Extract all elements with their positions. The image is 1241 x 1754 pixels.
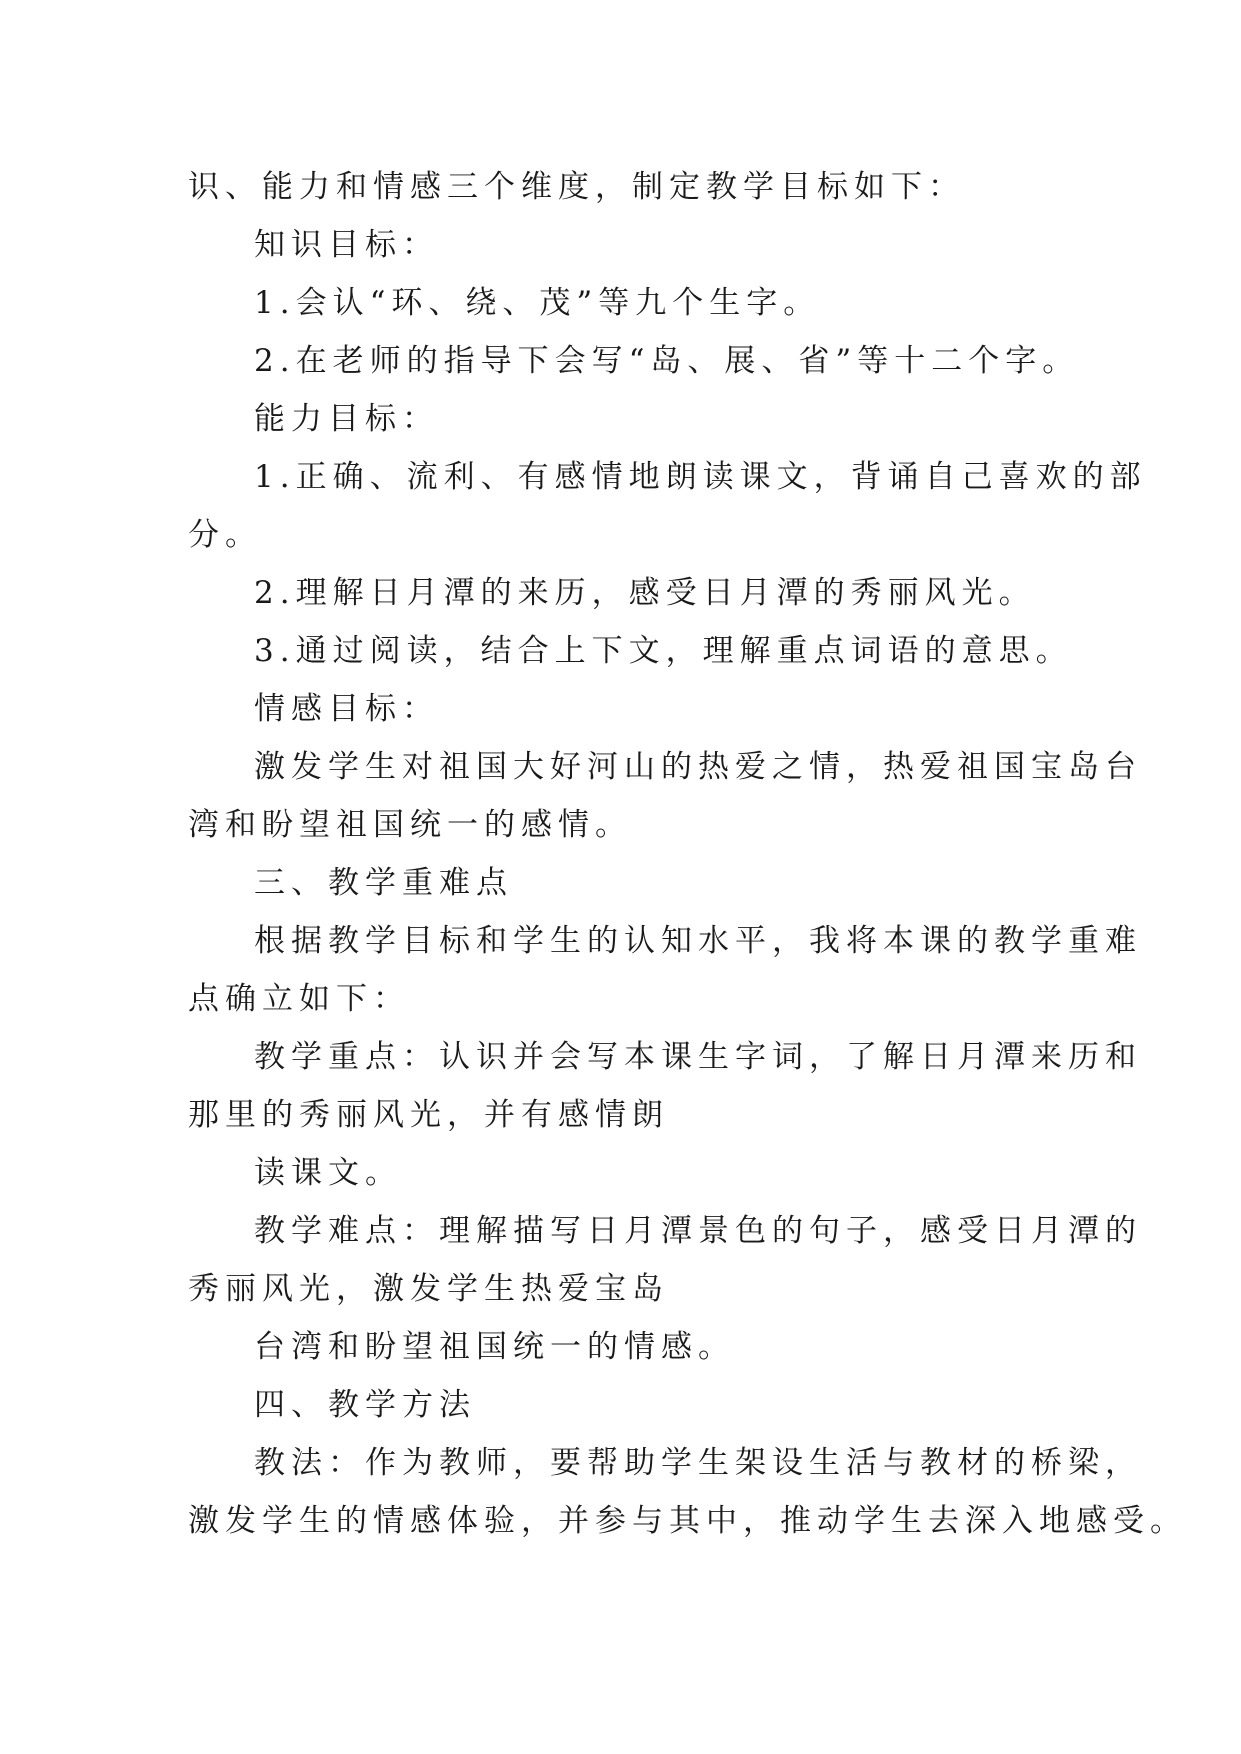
text-line: 读课文。 <box>254 1155 402 1191</box>
text-line: 3.通过阅读，结合上下文，理解重点词语的意思。 <box>254 633 1073 669</box>
text-line: 激发学生对祖国大好河山的热爱之情，热爱祖国宝岛台 <box>254 749 1142 785</box>
text-line: 教学难点：理解描写日月潭景色的句子，感受日月潭的 <box>254 1213 1142 1249</box>
text-line: 1.正确、流利、有感情地朗读课文，背诵自己喜欢的部 <box>254 459 1147 495</box>
text-line: 教学重点：认识并会写本课生字词，了解日月潭来历和 <box>254 1039 1142 1075</box>
text-line: 1.会认“环、绕、茂”等九个生字。 <box>254 285 821 321</box>
subheading-knowledge-goals: 知识目标： <box>254 227 439 263</box>
subheading-ability-goals: 能力目标： <box>254 401 439 437</box>
text-line: 台湾和盼望祖国统一的情感。 <box>254 1329 735 1365</box>
text-line: 湾和盼望祖国统一的感情。 <box>188 807 632 843</box>
text-line: 2.在老师的指导下会写“岛、展、省”等十二个字。 <box>254 343 1080 379</box>
text-line: 教法：作为教师，要帮助学生架设生活与教材的桥梁， <box>254 1445 1142 1481</box>
text-line: 那里的秀丽风光，并有感情朗 <box>188 1097 669 1133</box>
section-heading-key-points: 三、教学重难点 <box>254 865 513 901</box>
text-line: 激发学生的情感体验，并参与其中，推动学生去深入地感受。 <box>188 1503 1187 1539</box>
text-line: 识、能力和情感三个维度，制定教学目标如下： <box>188 169 965 205</box>
section-heading-teaching-methods: 四、教学方法 <box>254 1387 476 1423</box>
text-line: 分。 <box>188 517 262 553</box>
text-line: 2.理解日月潭的来历，感受日月潭的秀丽风光。 <box>254 575 1036 611</box>
text-line: 秀丽风光，激发学生热爱宝岛 <box>188 1271 669 1307</box>
subheading-emotion-goals: 情感目标： <box>254 691 439 727</box>
text-line: 点确立如下： <box>188 981 410 1017</box>
text-line: 根据教学目标和学生的认知水平，我将本课的教学重难 <box>254 923 1142 959</box>
